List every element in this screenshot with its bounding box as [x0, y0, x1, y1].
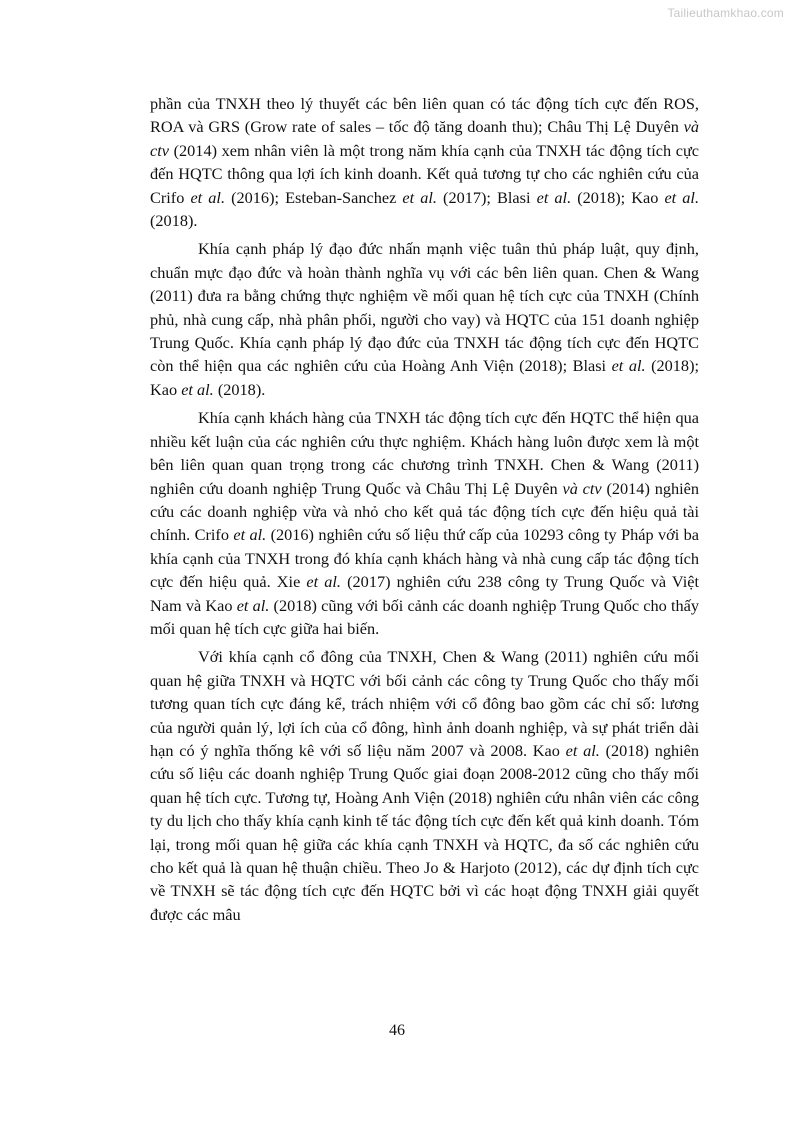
italic-text-run: et al.: [536, 187, 572, 207]
text-run: (2014) xem nhân viên là một trong năm khía cạnh của TNXH tác động tích cực đến HQTC thông qua lợi ích kinh doanh. Kết quả tương tự cho các nghiên cứu của Crifo: [150, 140, 699, 207]
text-run: Khía cạnh pháp lý đạo đức nhấn mạnh việc tuân thủ pháp luật, quy định, chuẩn mực đạo đức và hoàn thành nghĩa vụ với các bên liên quan. Chen & Wang (2011) đưa ra bằng chứng thực nghiệm về mối quan hệ tích cực của TNXH (Chính phủ, nhà cung cấp, nhà phân phối, người cho vay) và HQTC của 151 doanh nghiệp Trung Quốc. Khía cạnh pháp lý đạo đức của TNXH tác động tích cực đến HQTC còn thể hiện qua các nghiên cứu của Hoàng Anh Viện (2018); Blasi: [150, 239, 699, 376]
page-number: 46: [389, 1022, 405, 1039]
text-run: (2018) nghiên cứu số liệu các doanh nghiệp Trung Quốc giai đoạn 2008-2012 cũng cho thấy mối quan hệ tích cực. Tương tự, Hoàng Anh Viện (2018) nghiên cứu nhân viên các công ty du lịch cho thấy khía cạnh kinh tế tác động tích cực đến kết quả kinh doanh. Tóm lại, trong mối quan hệ giữa các khía cạnh TNXH và HQTC, đa số các nghiên cứu cho kết quả là quan hệ thuận chiều. Theo Jo & Harjoto (2012), các dự định tích cực về TNXH sẽ tác động tích cực đến HQTC bởi vì các hoạt động TNXH giải quyết được các mâu: [150, 740, 700, 924]
italic-text-run: et al.: [565, 740, 600, 760]
italic-text-run: et al.: [190, 187, 226, 207]
text-run: Với khía cạnh cổ đông của TNXH, Chen & Wang (2011) nghiên cứu mối quan hệ giữa TNXH và HQTC với bối cảnh các công ty Trung Quốc cho thấy mối tương quan tích cực đáng kể, trách nhiệm với cổ đông bao gồm các chỉ số: lương của người quản lý, lợi ích của cổ đông, hình ảnh doanh nghiệp, và sự phát triển dài hạn có ý nghĩa thống kê với số liệu năm 2007 và 2008. Kao: [150, 647, 699, 760]
watermark-text: Tailieuthamkhao.com: [667, 6, 784, 20]
text-run: (2018); Kao: [571, 187, 665, 207]
text-run: (2018); Kao: [150, 356, 700, 399]
italic-text-run: và ctv: [150, 117, 699, 160]
document-body: [150, 92, 699, 931]
text-run: phần của TNXH theo lý thuyết các bên liên quan có tác động tích cực đến ROS, ROA và GRS (Grow rate of sales – tốc độ tăng doanh thu); Châu Thị Lệ Duyên: [150, 94, 699, 137]
italic-text-run: et al.: [402, 187, 437, 207]
paragraph-1: [150, 92, 699, 232]
italic-text-run: et al.: [236, 595, 270, 615]
text-run: (2018).: [213, 379, 266, 399]
text-run: (2017); Blasi: [436, 187, 537, 207]
text-run: (2016) nghiên cứu số liệu thứ cấp của 10293 công ty Pháp với ba khía cạnh của TNXH trong đó khía cạnh khách hàng và nhà cung cấp tác động tích cực đến hiệu quả. Xie: [150, 525, 699, 592]
text-run: (2018) cũng với bối cảnh các doanh nghiệp Trung Quốc cho thấy mối quan hệ tích cực giữa hai biến.: [150, 595, 699, 638]
italic-text-run: et al.: [181, 379, 214, 399]
paragraph-3: [150, 406, 699, 640]
text-run: (2014) nghiên cứu các doanh nghiệp vừa và nhỏ cho kết quả tác động tích cực đến hiệu quả tài chính. Crifo: [150, 478, 700, 545]
italic-text-run: et al.: [306, 572, 342, 592]
text-run: (2018).: [150, 211, 198, 231]
text-run: (2017) nghiên cứu 238 công ty Trung Quốc và Việt Nam và Kao: [150, 572, 699, 615]
italic-text-run: et al.: [233, 525, 267, 545]
italic-text-run: và ctv: [562, 478, 602, 498]
italic-text-run: et al.: [611, 356, 646, 376]
paragraph-2: [150, 237, 699, 401]
text-run: Khía cạnh khách hàng của TNXH tác động tích cực đến HQTC thể hiện qua nhiều kết luận của các nghiên cứu thực nghiệm. Khách hàng luôn được xem là một bên liên quan quan trọng trong các chương trình TNXH. Chen & Wang (2011) nghiên cứu doanh nghiệp Trung Quốc và Châu Thị Lệ Duyên: [150, 408, 699, 498]
paragraph-4: [150, 645, 699, 926]
italic-text-run: et al.: [664, 187, 700, 207]
text-run: (2016); Esteban-Sanchez: [225, 187, 403, 207]
